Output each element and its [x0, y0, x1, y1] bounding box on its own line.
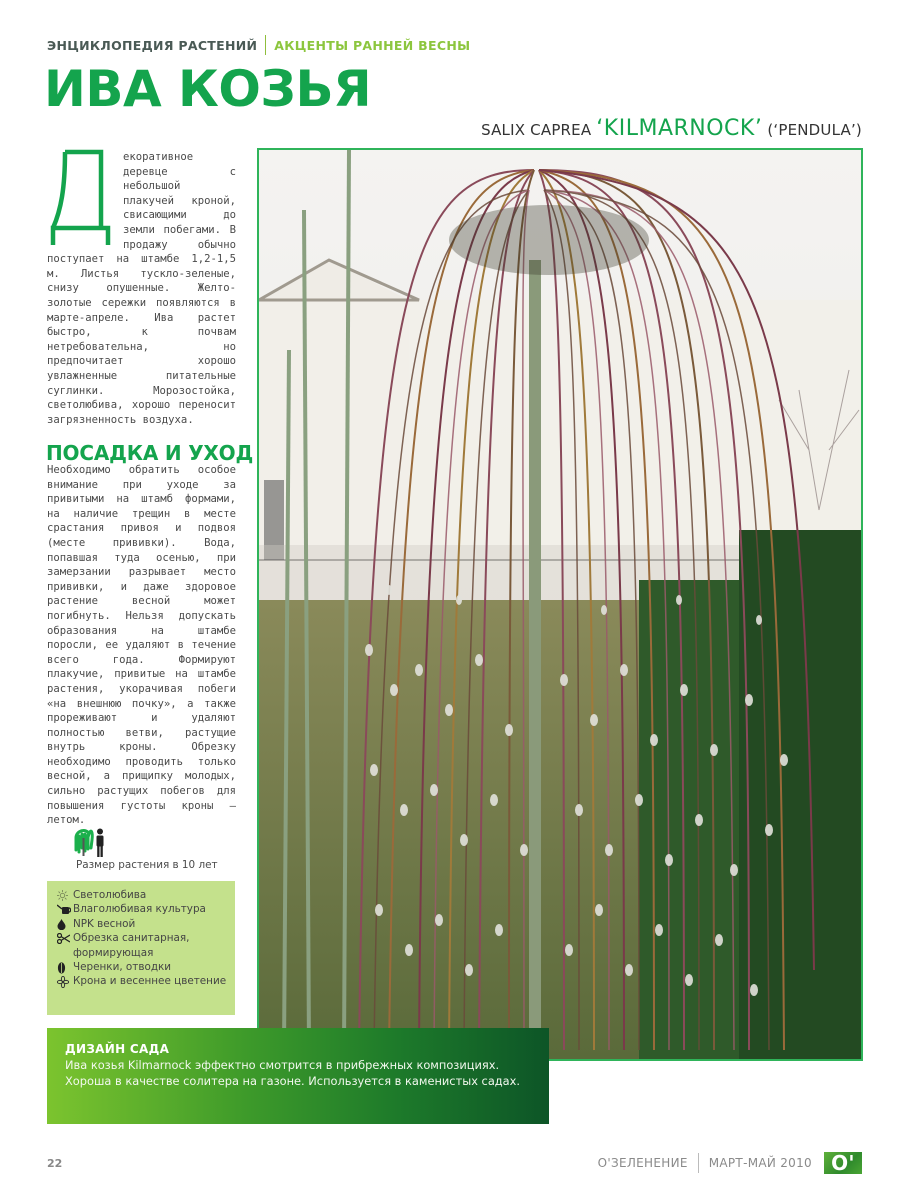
cutting-icon — [57, 960, 73, 974]
latin-species: SALIX CAPREA — [481, 121, 592, 139]
issue-date: МАРТ-МАЙ 2010 — [708, 1156, 812, 1170]
kicker-divider — [265, 35, 266, 55]
fact-text: Черенки, отводки — [73, 961, 172, 974]
size-label: Размер растения в 10 лет — [76, 859, 218, 871]
fact-text: Влаголюбивая культура — [73, 903, 206, 916]
willow-icon — [76, 831, 92, 856]
section-kicker — [47, 35, 470, 55]
latin-name — [481, 116, 862, 141]
cultivar-synonym: (‘PENDULA’) — [767, 121, 862, 139]
fact-item — [57, 917, 229, 931]
fact-item — [57, 902, 229, 916]
design-text: Ива козья Kilmarnock эффектно смотрится в прибрежных композициях. Хороша в качестве солитера на газоне. Используется в каменистых садах. — [65, 1058, 521, 1088]
footer-divider — [698, 1153, 699, 1173]
plant-size-icon — [73, 828, 107, 858]
watering-can-icon — [57, 902, 73, 916]
size-comparison — [73, 828, 107, 862]
care-heading: ПОСАДКА И УХОД — [46, 441, 254, 465]
fact-item — [57, 974, 229, 988]
fact-item — [57, 931, 229, 960]
dropcap-letter-icon — [45, 148, 111, 248]
rubric-label: АКЦЕНТЫ РАННЕЙ ВЕСНЫ — [274, 37, 471, 53]
sun-icon — [57, 888, 73, 902]
fact-text: Светолюбива — [73, 889, 147, 901]
section-label: ЭНЦИКЛОПЕДИЯ РАСТЕНИЙ — [47, 37, 258, 53]
fact-item — [57, 888, 229, 902]
weeping-willow-image — [259, 150, 861, 1059]
fact-text: Крона и весеннее цветение — [73, 975, 227, 988]
fact-item — [57, 960, 229, 974]
intro-paragraph — [47, 150, 236, 427]
person-icon — [97, 829, 104, 858]
willow-photo — [257, 148, 863, 1061]
garden-design-box — [47, 1028, 549, 1124]
article-title: ИВА КОЗЬЯ — [44, 60, 372, 118]
dropcap — [45, 150, 115, 246]
scissors-icon — [57, 931, 73, 960]
facts-box — [47, 881, 235, 1015]
magazine-name: О'ЗЕЛЕНЕНИЕ — [597, 1156, 688, 1170]
fact-text: Обрезка санитарная, формирующая — [73, 932, 190, 959]
magazine-logo: О' — [824, 1152, 862, 1174]
flower-icon — [57, 974, 73, 988]
design-heading: ДИЗАЙН САДА — [65, 1042, 170, 1056]
drop-icon — [57, 917, 73, 931]
care-paragraph: Необходимо обратить особое внимание при уходе за привитыми на штамб формами, на наличие трещин в месте срастания привоя и подвоя (месте прививки). Вода, попавшая туда осенью, при замерзании разрывает место прививки, и даже здоровое растение весной может погибнуть. Нельзя допускать образования на штамбе поросли, ее удаляют в течение всего года. Формируют плакучие, привитые на штамбе растения, укорачивая побеги «на внешнюю почку», а также прореживают и удаляют полностью ветви, растущие внутрь кроны. Обрезку необходимо проводить только весной, а прищипку молодых, сильно растущих побегов для повышения густоты кроны – летом. — [47, 464, 236, 827]
fact-text: NPK весной — [73, 917, 136, 930]
intro-text: екоративное деревце с небольшой плакучей кроной, свисающими до земли побегами. В продажу обычно поступает на штамбе 1,2-1,5 м. Листья тускло-зеленые, снизу опушенные. Желто-золотые сережки появляются в марте-апреле. Ива растет быстро, к почвам нетребовательна, но предпочитает хорошо увлажненные питательные суглинки. Морозостойка, светолюбива, хорошо переносит загрязненность воздуха. — [47, 151, 236, 426]
cultivar-name: ‘KILMARNOCK’ — [596, 116, 763, 141]
page-number: 22 — [47, 1157, 63, 1170]
page-footer — [598, 1152, 862, 1174]
